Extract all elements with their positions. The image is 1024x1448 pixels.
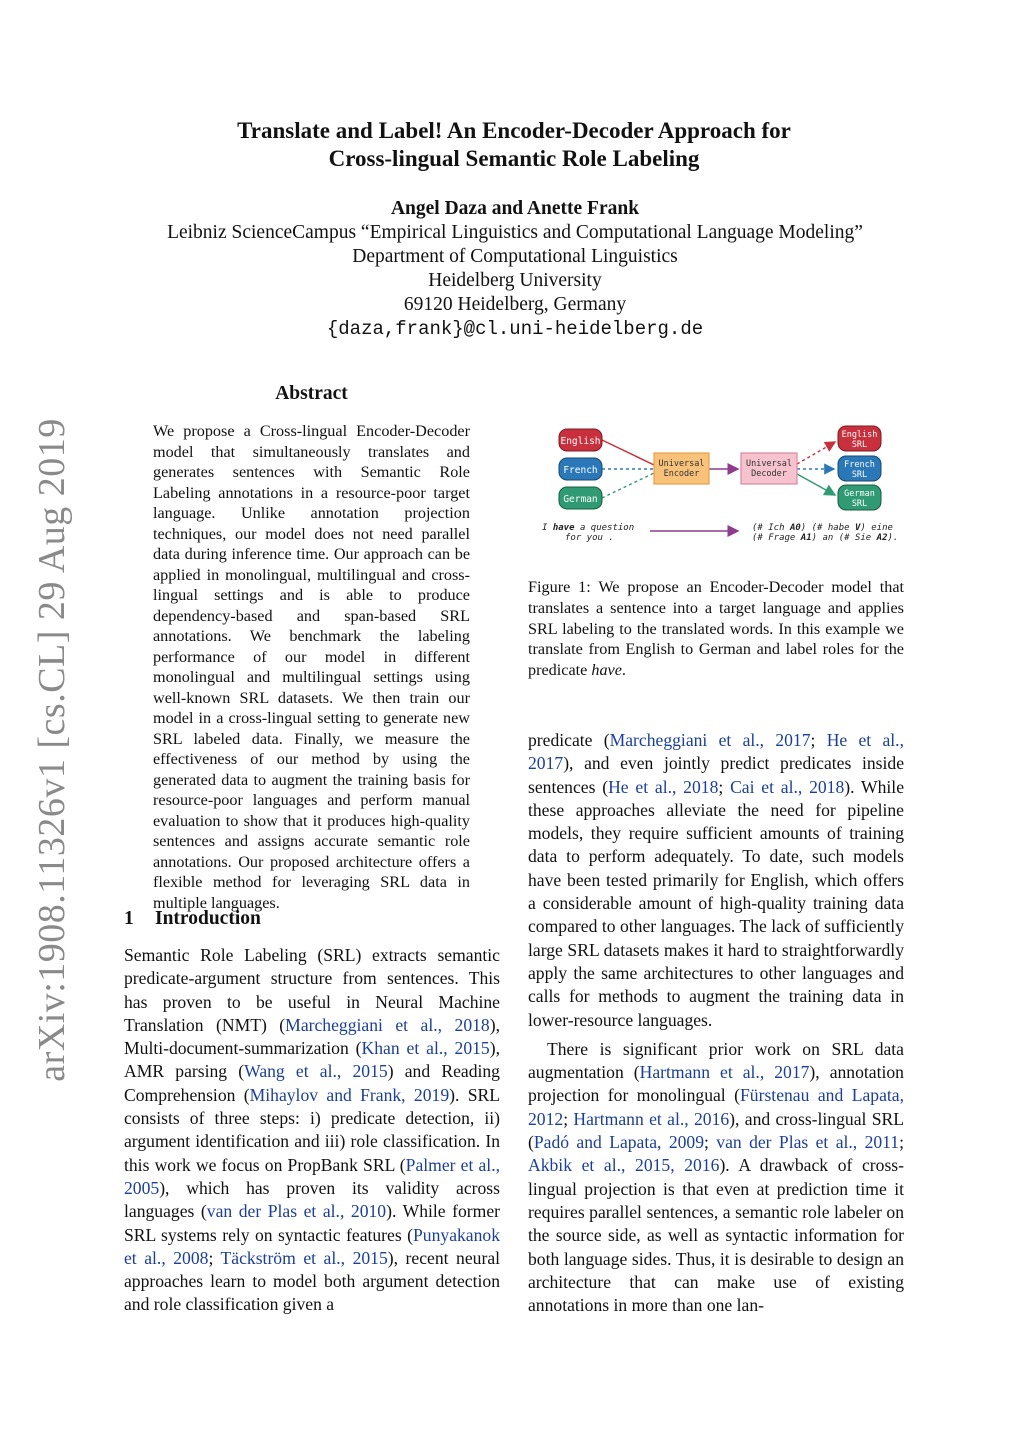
citation-link[interactable]: Palmer et al., 2005 [124, 1154, 500, 1198]
input-node-german [559, 487, 602, 509]
author-block [100, 197, 930, 341]
citation-link[interactable]: Marcheggiani et al., 2018 [285, 1014, 490, 1035]
output-node-french-srl [838, 456, 881, 481]
paragraph: Semantic Role Labeling (SRL) extracts semantic predicate-argument structure from sentences. This has proven to be useful in Neural Machine Translation (NMT) (Marcheggiani et al., 2018), Multi-document-summarization (Khan et al., 2015), AMR parsing (Wang et al., 2015) and Reading Comprehension (Mihaylov and Frank, 2019). SRL consists of three steps: i) predicate detection, ii) argument identification and iii) role classification. In this work we focus on PropBank SRL (Palmer et al., 2005), which has proven its validity across languages (van der Plas et al., 2010). While former SRL systems rely on syntactic features (Punyakanok et al., 2008; Täckström et al., 2015), recent neural approaches learn to model both argument detection and role classification given a [124, 945, 501, 1315]
citation-link[interactable]: Hartmann et al., 2016 [573, 1108, 730, 1129]
svg-text:SRL: SRL [851, 470, 868, 480]
citation-link[interactable]: van der Plas et al., 2010 [206, 1201, 387, 1222]
section-number: 1 [124, 908, 134, 929]
title-line-2: Cross-lingual Semantic Role Labeling [328, 146, 700, 171]
affiliation-line-2: Department of Computational Linguistics [352, 246, 678, 267]
paper-title [140, 117, 888, 173]
title-line-1: Translate and Label! An Encoder-Decoder Approach for [237, 118, 791, 143]
citation-link[interactable]: Khan et al., 2015 [361, 1038, 490, 1059]
paragraph: predicate (Marcheggiani et al., 2017; He et al., 2017), and even jointly predict predicates inside sentences (He et al., 2018; Cai et al., 2018). While these approaches alleviate the need for pipeline models, they require sufficient amounts of training data to perform adequately. To date, such models have been tested primarily for English, which offers a considerable amount of high-quality training data compared to other languages. The lack of sufficiently large SRL datasets makes it hard to straightforwardly apply the same architectures to other languages and calls for methods to augment the training data in lower-resource languages. [528, 730, 905, 1030]
svg-text:English: English [841, 430, 878, 440]
arxiv-identifier: arXiv:1908.11326v1 [cs.CL] 29 Aug 2019 [31, 418, 73, 1082]
section-title: Introduction [155, 908, 261, 929]
paragraph: There is significant prior work on SRL data augmentation (Hartmann et al., 2017), annotation projection for monolingual (Fürstenau and Lapata, 2012; Hartmann et al., 2016), and cross-lingual SRL (Padó and Lapata, 2009; van der Plas et al., 2011; Akbik et al., 2015, 2016). A drawback of cross-lingual projection is that even at prediction time it requires parallel sentences, a semantic role labeler on the source side, as well as syntactic information for both language sides. Thus, it is desirable to design an architecture that can make use of existing annotations in more than one lan- [528, 1038, 904, 1316]
svg-text:Encoder: Encoder [663, 469, 700, 479]
output-node-german-srl [838, 485, 881, 510]
introduction-right-column [528, 729, 904, 1317]
citation-link[interactable]: van der Plas et al., 2011 [716, 1132, 900, 1153]
universal-decoder-box [741, 453, 797, 484]
author-email[interactable]: {daza,frank}@cl.uni-heidelberg.de [326, 318, 704, 340]
input-node-english [559, 429, 602, 451]
citation-link[interactable]: Cai et al., 2018 [730, 776, 845, 797]
edge-english-to-encoder [602, 440, 654, 465]
source-sentence-line-1: I have a question [542, 523, 635, 533]
citation-link[interactable]: Wang et al., 2015 [244, 1061, 388, 1082]
output-node-english-srl [838, 426, 881, 451]
target-sentence-line-2: (# Frage A1) an (# Sie A2). [752, 533, 899, 543]
figure-1-diagram [528, 420, 904, 550]
svg-text:French: French [563, 465, 598, 476]
affiliation-line-4: 69120 Heidelberg, Germany [403, 294, 627, 315]
svg-text:Decoder: Decoder [751, 469, 787, 479]
citation-link[interactable]: Padó and Lapata, 2009 [533, 1132, 705, 1153]
svg-text:English: English [560, 436, 601, 447]
section-heading-introduction [124, 908, 261, 930]
svg-text:SRL: SRL [851, 499, 868, 509]
encoder-decoder-diagram [528, 420, 904, 550]
affiliation-line-1: Leibniz ScienceCampus “Empirical Linguistics and Computational Language Modeling” [167, 222, 863, 243]
introduction-left-column [124, 944, 500, 1317]
citation-link[interactable]: He et al., 2018 [608, 776, 719, 797]
citation-link[interactable]: Punyakanok et al., 2008 [124, 1224, 500, 1268]
target-sentence-line-1: (# Ich A0) (# habe V) eine [752, 523, 893, 533]
edge-decoder-to-german-srl [797, 474, 835, 495]
svg-text:German: German [844, 489, 875, 499]
citation-link[interactable]: Fürstenau and Lapata, 2012 [528, 1085, 904, 1129]
author-names: Angel Daza and Anette Frank [390, 198, 640, 219]
citation-link[interactable]: Hartmann et al., 2017 [639, 1062, 810, 1083]
edge-decoder-to-english-srl [797, 442, 835, 464]
arxiv-sidebar [22, 418, 82, 1082]
edge-german-to-encoder [602, 473, 654, 498]
citation-link[interactable]: Mihaylov and Frank, 2019 [249, 1084, 450, 1105]
svg-text:Universal: Universal [658, 459, 705, 469]
svg-text:SRL: SRL [851, 440, 868, 450]
affiliation-line-3: Heidelberg University [428, 270, 602, 291]
citation-link[interactable]: Marcheggiani et al., 2017 [609, 730, 811, 750]
citation-link[interactable]: He et al., 2017 [528, 730, 904, 774]
source-sentence-line-2: for you . [565, 533, 614, 543]
abstract-heading: Abstract [275, 383, 348, 404]
input-node-french [559, 458, 602, 480]
svg-text:Universal: Universal [745, 459, 793, 469]
citation-link[interactable]: Akbik et al., 2015, 2016 [528, 1155, 720, 1176]
figure-1-caption: Figure 1: We propose an Encoder-Decoder model that translates a sentence into a target language and applies SRL labeling to the translated words. In this example we translate from English to German and label roles for the predicate have. [528, 578, 904, 680]
abstract-text: We propose a Cross-lingual Encoder-Decoder model that simultaneously translates and generates sentences with Semantic Role Labeling annotations in a resource-poor target language. Unlike annotation projection techniques, our model does not need parallel data during inference time. Our approach can be applied in monolingual, multilingual and cross-lingual settings and is able to produce dependency-based and span-based SRL annotations. We benchmark the labeling performance of our model in different monolingual and multilingual settings using well-known SRL datasets. We then train our model in a cross-lingual setting to generate new SRL labeled data. Finally, we measure the effectiveness of our method by using the generated data to augment the training basis for resource-poor languages and perform manual evaluation to show that it produces high-quality sentences and assigns accurate semantic role annotations. Our proposed architecture offers a flexible method for leveraging SRL data in multiple languages. [153, 422, 470, 912]
citation-link[interactable]: Täckström et al., 2015 [220, 1247, 388, 1268]
svg-text:German: German [563, 494, 598, 505]
universal-encoder-box [654, 453, 709, 484]
svg-text:French: French [844, 460, 875, 470]
